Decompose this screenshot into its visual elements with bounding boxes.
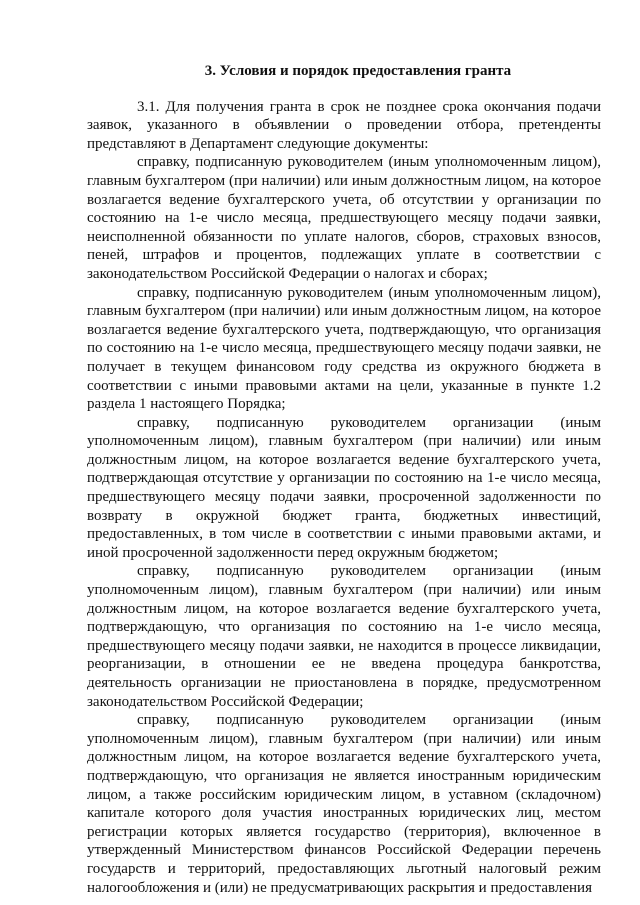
document-body bbox=[87, 62, 601, 897]
paragraph-tax-certificate: справку, подписанную руководителем (иным уполномоченным лицом), главным бухгалтером (при наличии) или иным должностным лицом, на которое возлагается ведение бухгалтерского учета, об отсутствии у организации по состоянию на 1-е число месяца, предшествующего месяцу подачи заявки, неисполненной обязанности по уплате налогов, сборов, страховых взносов, пеней, штрафов и процентов, подлежащих уплате в соответствии с законодательством Российской Федерации о налогах и сборах; bbox=[87, 154, 601, 282]
paragraph-no-overdue-debt-certificate: справку, подписанную руководителем организации (иным уполномоченным лицом), главным бухгалтером (при наличии) или иным должностным лицом, на которое возлагается ведение бухгалтерского учета, подтверждающая отсутствие у организации по состоянию на 1-е число месяца, предшествующего месяцу подачи заявки, просроченной задолженности по возврату в окружной бюджет гранта, бюджетных инвестиций, предоставленных, в том числе в соответствии с иными правовыми актами, и иной просроченной задолженности перед окружным бюджетом; bbox=[87, 414, 601, 561]
paragraph-no-liquidation-certificate: справку, подписанную руководителем организации (иным уполномоченным лицом), главным бухгалтером (при наличии) или иным должностным лицом, на которое возлагается ведение бухгалтерского учета, подтверждающую, что организация по состоянию на 1-е число месяца, предшествующего месяцу подачи заявки, не находится в процессе ликвидации, реорганизации, в отношении ее не введена процедура банкротства, деятельность организации не приостановлена в порядке, предусмотренном законодательством Российской Федерации; bbox=[87, 563, 601, 710]
paragraph-no-budget-funds-certificate: справку, подписанную руководителем (иным уполномоченным лицом), главным бухгалтером (при наличии) или иным должностным лицом, на которое возлагается ведение бухгалтерского учета, подтверждающую, что организация по состоянию на 1-е число месяца, предшествующего месяцу подачи заявки, не получает в текущем финансовом году средства из окружного бюджета в соответствии с иными правовыми актами на цели, указанные в пункте 1.2 раздела 1 настоящего Порядка; bbox=[87, 284, 601, 413]
section-title: 3. Условия и порядок предоставления гранта bbox=[204, 63, 512, 79]
paragraph-intro: 3.1. Для получения гранта в срок не позднее срока окончания подачи заявок, указанного в объявлении о проведении отбора, претенденты представляют в Департамент следующие документы: bbox=[87, 98, 601, 152]
paragraph-not-foreign-entity-certificate: справку, подписанную руководителем организации (иным уполномоченным лицом), главным бухгалтером (при наличии) или иным должностным лицом, на которое возлагается ведение бухгалтерского учета, подтверждающую, что организация не является иностранным юридическим лицом, а также российским юридическим лицом, в уставном (складочном) капитале которого доля участия иностранных юридических лиц, местом регистрации которых является государство (территория), включенное в утвержденный Министерством финансов Российской Федерации перечень государств и территорий, предоставляющих льготный налоговый режим налогообложения и (или) не предусматривающих раскрытия и предоставления bbox=[87, 712, 601, 896]
